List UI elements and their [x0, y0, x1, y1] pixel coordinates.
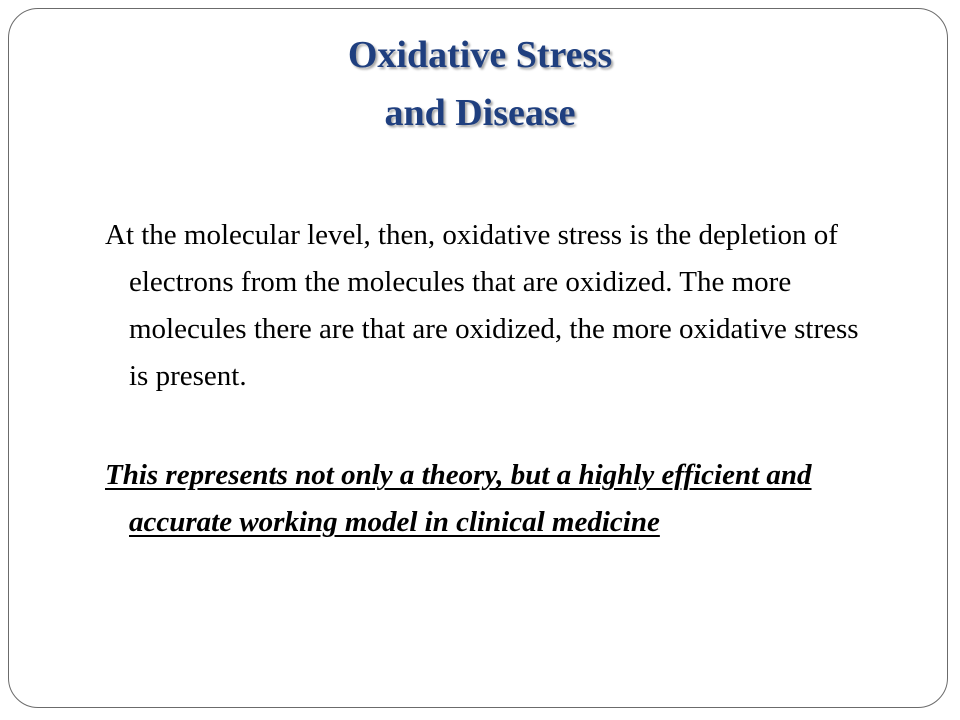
body-paragraph-text: At the molecular level, then, oxidative stress is the depletion of electrons from the molecules that are oxidized. The more molecules there are that are oxidized, the more oxidative stress is present. [105, 219, 859, 392]
emphasis-paragraph-text: This represents not only a theory, but a highly efficient and accurate working model in clinical medicine [105, 459, 812, 538]
body-paragraph [105, 212, 875, 400]
slide-title-line-1: Oxidative Stress [347, 34, 613, 76]
slide-title-line-2: and Disease [384, 92, 576, 134]
emphasis-paragraph [105, 452, 875, 546]
